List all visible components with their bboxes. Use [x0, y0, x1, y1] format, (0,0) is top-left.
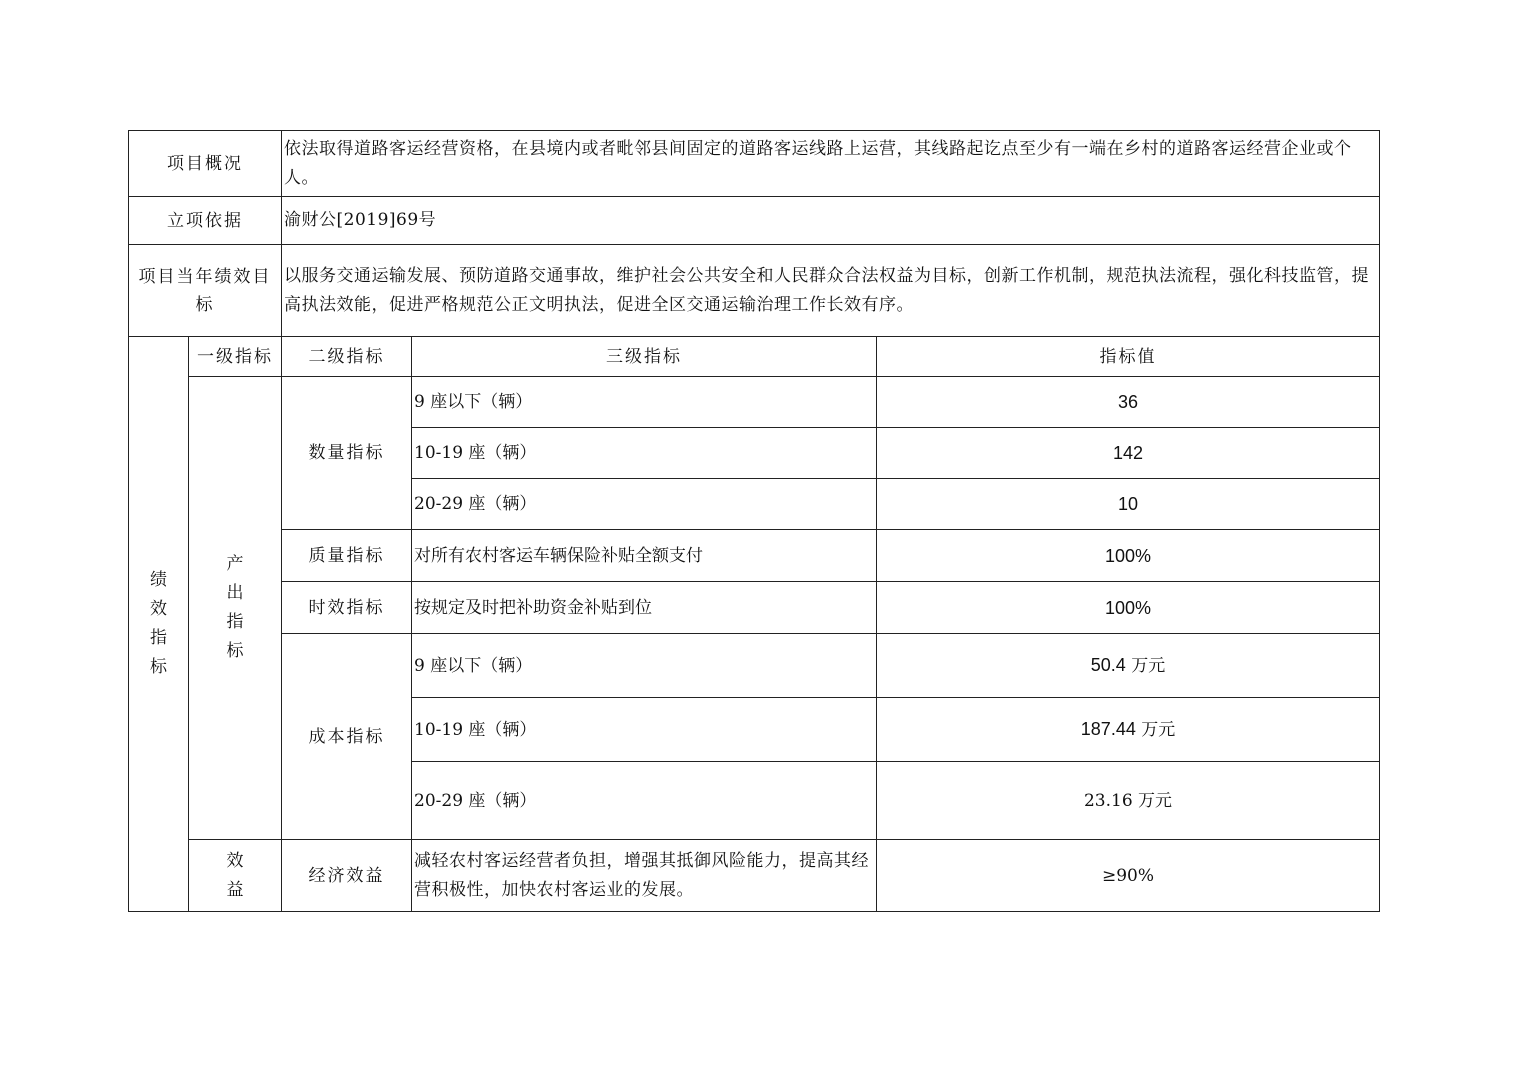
basis-label: 立项依据 — [129, 197, 282, 245]
benefit-indicator-label: 效 益 — [189, 840, 282, 912]
overview-text: 依法取得道路客运经营资格，在县境内或者毗邻县间固定的道路客运线路上运营，其线路起讫点至少有一端在乡村的道路客运经营企业或个人。 — [282, 131, 1380, 197]
economic-value: ≥90% — [877, 840, 1380, 912]
cost-indicator-label: 成本指标 — [282, 634, 412, 840]
timeliness-item: 按规定及时把补助资金补贴到位 — [412, 582, 877, 634]
performance-table-page — [128, 130, 1380, 912]
basis-row — [129, 197, 1380, 245]
cost-amount: 187.44 — [1080, 719, 1136, 739]
economic-item: 减轻农村客运经营者负担，增强其抵御风险能力，提高其经营积极性，加快农村客运业的发展。 — [412, 840, 877, 912]
table-row — [129, 840, 1380, 912]
table-row — [129, 530, 1380, 582]
goal-row — [129, 245, 1380, 337]
table-row — [129, 634, 1380, 698]
timeliness-value: 100% — [877, 582, 1380, 634]
header-level2: 二级指标 — [282, 337, 412, 377]
cost-value: 23.16 万元 — [877, 762, 1380, 840]
overview-row — [129, 131, 1380, 197]
cost-item: 20-29 座（辆） — [412, 762, 877, 840]
basis-text: 渝财公[2019]69号 — [282, 197, 1380, 245]
header-level3: 三级指标 — [412, 337, 877, 377]
quality-item: 对所有农村客运车辆保险补贴全额支付 — [412, 530, 877, 582]
header-value: 指标值 — [877, 337, 1380, 377]
quantity-value: 36 — [877, 377, 1380, 428]
quantity-value: 10 — [877, 479, 1380, 530]
quantity-item: 9 座以下（辆） — [412, 377, 877, 428]
overview-label: 项目概况 — [129, 131, 282, 197]
table-row — [129, 582, 1380, 634]
quantity-indicator-label: 数量指标 — [282, 377, 412, 530]
cost-item: 10-19 座（辆） — [412, 698, 877, 762]
economic-indicator-label: 经济效益 — [282, 840, 412, 912]
goal-label: 项目当年绩效目标 — [129, 245, 282, 337]
cost-item: 9 座以下（辆） — [412, 634, 877, 698]
output-indicator-label: 产 出 指 标 — [189, 377, 282, 840]
quantity-value: 142 — [877, 428, 1380, 479]
indicator-header-row — [129, 337, 1380, 377]
cost-value — [877, 698, 1380, 762]
goal-text: 以服务交通运输发展、预防道路交通事故，维护社会公共安全和人民群众合法权益为目标，创新工作机制，规范执法流程，强化科技监管，提高执法效能，促进严格规范公正文明执法，促进全区交通运输治理工作长效有序。 — [282, 245, 1380, 337]
table-row — [129, 377, 1380, 428]
quality-indicator-label: 质量指标 — [282, 530, 412, 582]
timeliness-indicator-label: 时效指标 — [282, 582, 412, 634]
performance-indicator-label: 绩 效 指 标 — [129, 337, 189, 912]
quantity-item: 10-19 座（辆） — [412, 428, 877, 479]
quality-value: 100% — [877, 530, 1380, 582]
cost-amount: 50.4 — [1090, 655, 1126, 675]
quantity-item: 20-29 座（辆） — [412, 479, 877, 530]
cost-unit: 万元 — [1131, 656, 1166, 676]
header-level1: 一级指标 — [189, 337, 282, 377]
cost-unit: 万元 — [1141, 720, 1176, 740]
cost-value — [877, 634, 1380, 698]
performance-table — [128, 130, 1380, 912]
